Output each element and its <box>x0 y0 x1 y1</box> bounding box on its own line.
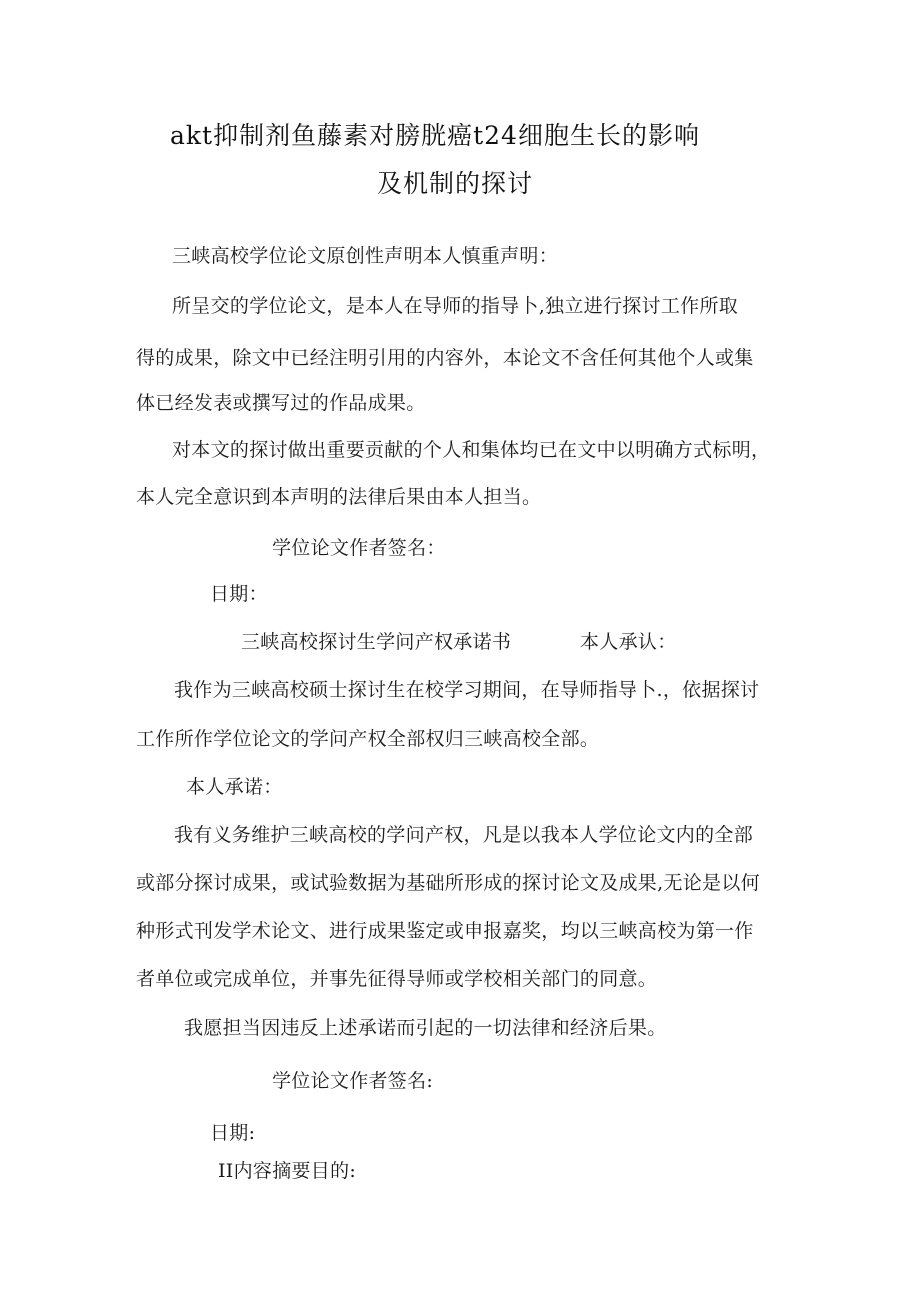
ip-acknowledge-label: 本人承认： <box>580 631 677 653</box>
ip-para2-line4: 者单位或完成单位，并事先征得导师或学校相关部门的同意。 <box>136 968 658 990</box>
abstract-heading: II内容摘要目的: <box>218 1160 357 1182</box>
declaration-para2-line2: 本人完全意识到本声明的法律后果由本人担当。 <box>136 486 542 508</box>
declaration-para1-line2: 得的成果，除文中已经注明引用的内容外，本论文不含任何其他个人或集 <box>136 347 754 369</box>
declaration-para1-line3: 体已经发表或撰写过的作品成果。 <box>136 392 426 414</box>
declaration-date-label: 日期： <box>210 583 268 605</box>
title-line-2: 及机制的探讨 <box>377 169 534 198</box>
ip-para2-line1: 我有义务维护三峡高校的学问产权，凡是以我本人学位论文内的全部 <box>174 824 754 846</box>
declaration-heading: 三峡高校学位论文原创性声明本人慎重声明： <box>172 245 559 267</box>
ip-para1-line1: 我作为三峡高校硕士探讨生在校学习期间，在导师指导卜.，依据探讨 <box>174 679 760 701</box>
ip-para3: 我愿担当因违反上述承诺而引起的一切法律和经济后果。 <box>184 1017 667 1039</box>
ip-signature-label: 学位论文作者签名: <box>272 1070 434 1092</box>
ip-para2-line2: 或部分探讨成果，或试验数据为基础所形成的探讨论文及成果,无论是以何 <box>136 872 760 894</box>
ip-heading: 三峡高校探讨生学问产权承诺书 <box>241 631 512 653</box>
title-line-1: akt抑制剂鱼藤素对膀胱癌t24细胞生长的影响 <box>170 121 700 150</box>
ip-date-label: 日期: <box>210 1122 256 1144</box>
ip-para1-line2: 工作所作学位论文的学问产权全部权归三峡高校全部。 <box>136 728 600 750</box>
declaration-para1-line1: 所呈交的学位论文，是本人在导师的指导卜,独立进行探讨工作所取 <box>172 295 739 317</box>
declaration-signature-label: 学位论文作者签名： <box>272 537 446 559</box>
ip-promise-label: 本人承诺： <box>186 776 283 798</box>
ip-para2-line3: 种形式刊发学术论文、进行成果鉴定或申报嘉奖，均以三峡高校为第一作 <box>136 920 754 942</box>
declaration-para2-line1: 对本文的探讨做出重要贡献的个人和集体均已在文中以明确方式标明， <box>172 439 771 461</box>
